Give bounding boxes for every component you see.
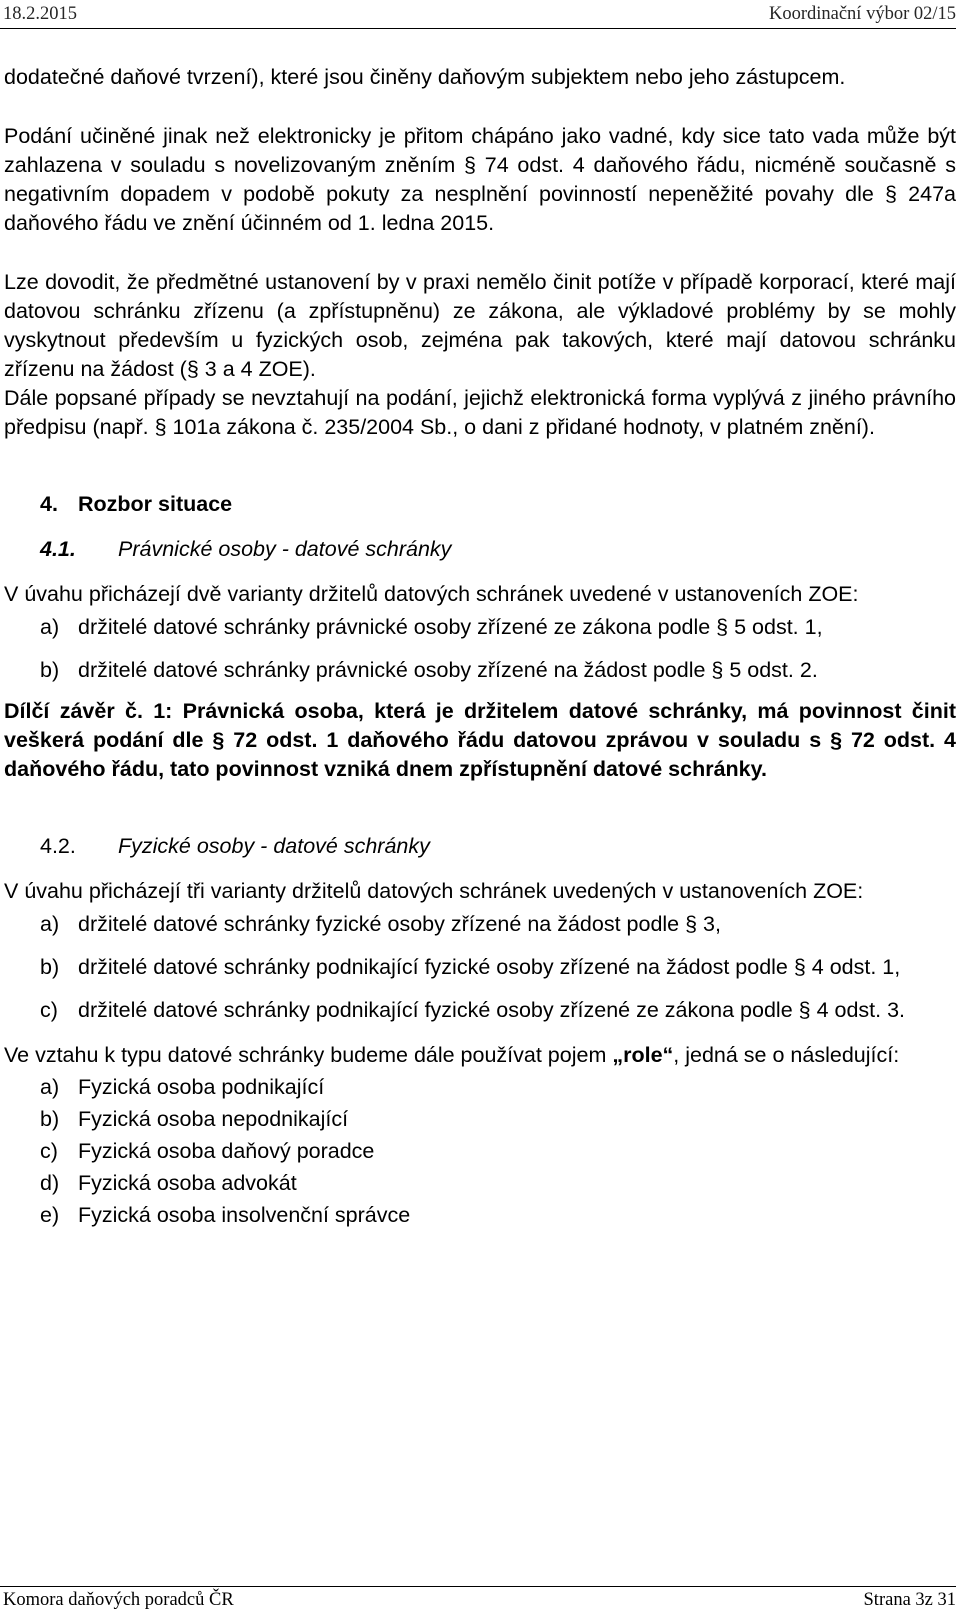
list-marker: e) — [40, 1203, 60, 1227]
subsection-title: Právnické osoby - datové schránky — [118, 537, 452, 561]
list-item-text: držitelé datové schránky fyzické osoby zřízené na žádost podle § 3, — [78, 912, 721, 936]
list-marker: c) — [40, 1139, 58, 1163]
header-rule — [0, 28, 956, 29]
list-item-text: Fyzická osoba nepodnikající — [78, 1107, 349, 1131]
paragraph: V úvahu přicházejí dvě varianty držitelů datových schránek uvedené v ustanoveních ZOE: — [4, 582, 859, 606]
paragraph: dodatečné daňové tvrzení), které jsou činěny daňovým subjektem nebo jeho zástupcem. — [4, 65, 846, 89]
list-item — [4, 1073, 956, 1102]
page-header — [0, 2, 960, 28]
list-item — [4, 1137, 956, 1166]
section-number: 4. — [40, 492, 58, 516]
paragraph: Podání učiněné jinak než elektronicky je přitom chápáno jako vadné, kdy sice tato vada může být zahlazena v souladu s novelizovaným zněním § 74 odst. 4 daňového řádu, nicméně současně s negativním dopadem v podobě pokuty za nesplnění povinností nepeněžité povahy dle § 247a daňového řádu ve znění účinném od 1. ledna 2015. — [4, 124, 956, 235]
list-item — [4, 1169, 956, 1198]
list-item-text: Fyzická osoba daňový poradce — [78, 1139, 375, 1163]
list-marker: b) — [40, 955, 60, 979]
section-heading — [4, 490, 956, 519]
roles-intro-text: Ve vztahu k typu datové schránky budeme dále používat pojem — [4, 1043, 613, 1067]
page-footer — [0, 1590, 960, 1612]
subsection-heading — [4, 535, 956, 564]
list-item — [4, 910, 956, 939]
section-title: Rozbor situace — [78, 492, 233, 516]
list-marker: a) — [40, 615, 60, 639]
list-marker: b) — [40, 1107, 60, 1131]
header-date: 18.2.2015 — [3, 4, 77, 24]
subsection-heading — [4, 832, 956, 861]
roles-term: „role“ — [612, 1043, 674, 1067]
document-body — [4, 63, 956, 1230]
role-list — [4, 1073, 956, 1230]
subsection-title: Fyzické osoby - datové schránky — [118, 834, 430, 858]
paragraph: Lze dovodit, že předmětné ustanovení by v praxi nemělo činit potíže v případě korporací, které mají datovou schránku zřízenu (a zpřístupněnu) ze zákona, ale výkladové problémy by se mohly vyskytnout především u fyzických osob, zejména pak takových, které mají datovou schránku zřízenu na žádost (§ 3 a 4 ZOE). — [4, 270, 956, 381]
variant-list — [4, 613, 956, 685]
list-item-text: držitelé datové schránky právnické osoby zřízené na žádost podle § 5 odst. 2. — [78, 658, 818, 682]
subsection-number: 4.1. — [40, 537, 76, 561]
list-item-text: Fyzická osoba advokát — [78, 1171, 297, 1195]
roles-intro-text: , jedná se o následující: — [673, 1043, 900, 1067]
page-number: Strana 3z 31 — [863, 1590, 956, 1610]
subsection-number: 4.2. — [40, 834, 76, 858]
list-item — [4, 656, 956, 685]
list-item-text: držitelé datové schránky podnikající fyzické osoby zřízené na žádost podle § 4 odst. 1, — [78, 955, 901, 979]
list-item — [4, 1201, 956, 1230]
paragraph: V úvahu přicházejí tři varianty držitelů datových schránek uvedených v ustanoveních ZOE: — [4, 879, 864, 903]
footer-org: Komora daňových poradců ČR — [3, 1590, 234, 1610]
list-item-text: držitelé datové schránky právnické osoby zřízené ze zákona podle § 5 odst. 1, — [78, 615, 823, 639]
header-doc-ref: Koordinační výbor 02/15 — [768, 4, 956, 24]
variant-list — [4, 910, 956, 1025]
footer-rule — [0, 1586, 956, 1587]
paragraph: Dále popsané případy se nevztahují na podání, jejichž elektronická forma vyplývá z jiného právního předpisu (např. § 101a zákona č. 235/2004 Sb., o dani z přidané hodnoty, v platném znění). — [4, 386, 956, 439]
list-item-text: držitelé datové schránky podnikající fyzické osoby zřízené ze zákona podle § 4 odst. 3. — [78, 998, 906, 1022]
list-marker: c) — [40, 998, 58, 1022]
list-item — [4, 996, 956, 1025]
list-item — [4, 953, 956, 982]
paragraph — [4, 1041, 956, 1070]
list-item-text: Fyzická osoba insolvenční správce — [78, 1203, 411, 1227]
list-marker: b) — [40, 658, 60, 682]
list-item — [4, 1105, 956, 1134]
partial-conclusion: Dílčí závěr č. 1: Právnická osoba, která je držitelem datové schránky, má povinnost činit veškerá podání dle § 72 odst. 1 daňového řádu datovou zprávou v souladu s § 72 odst. 4 daňového řádu, tato povinnost vzniká dnem zpřístupnění datové schránky. — [4, 699, 956, 781]
list-marker: a) — [40, 912, 60, 936]
list-item-text: Fyzická osoba podnikající — [78, 1075, 325, 1099]
list-marker: a) — [40, 1075, 60, 1099]
list-marker: d) — [40, 1171, 60, 1195]
list-item — [4, 613, 956, 642]
